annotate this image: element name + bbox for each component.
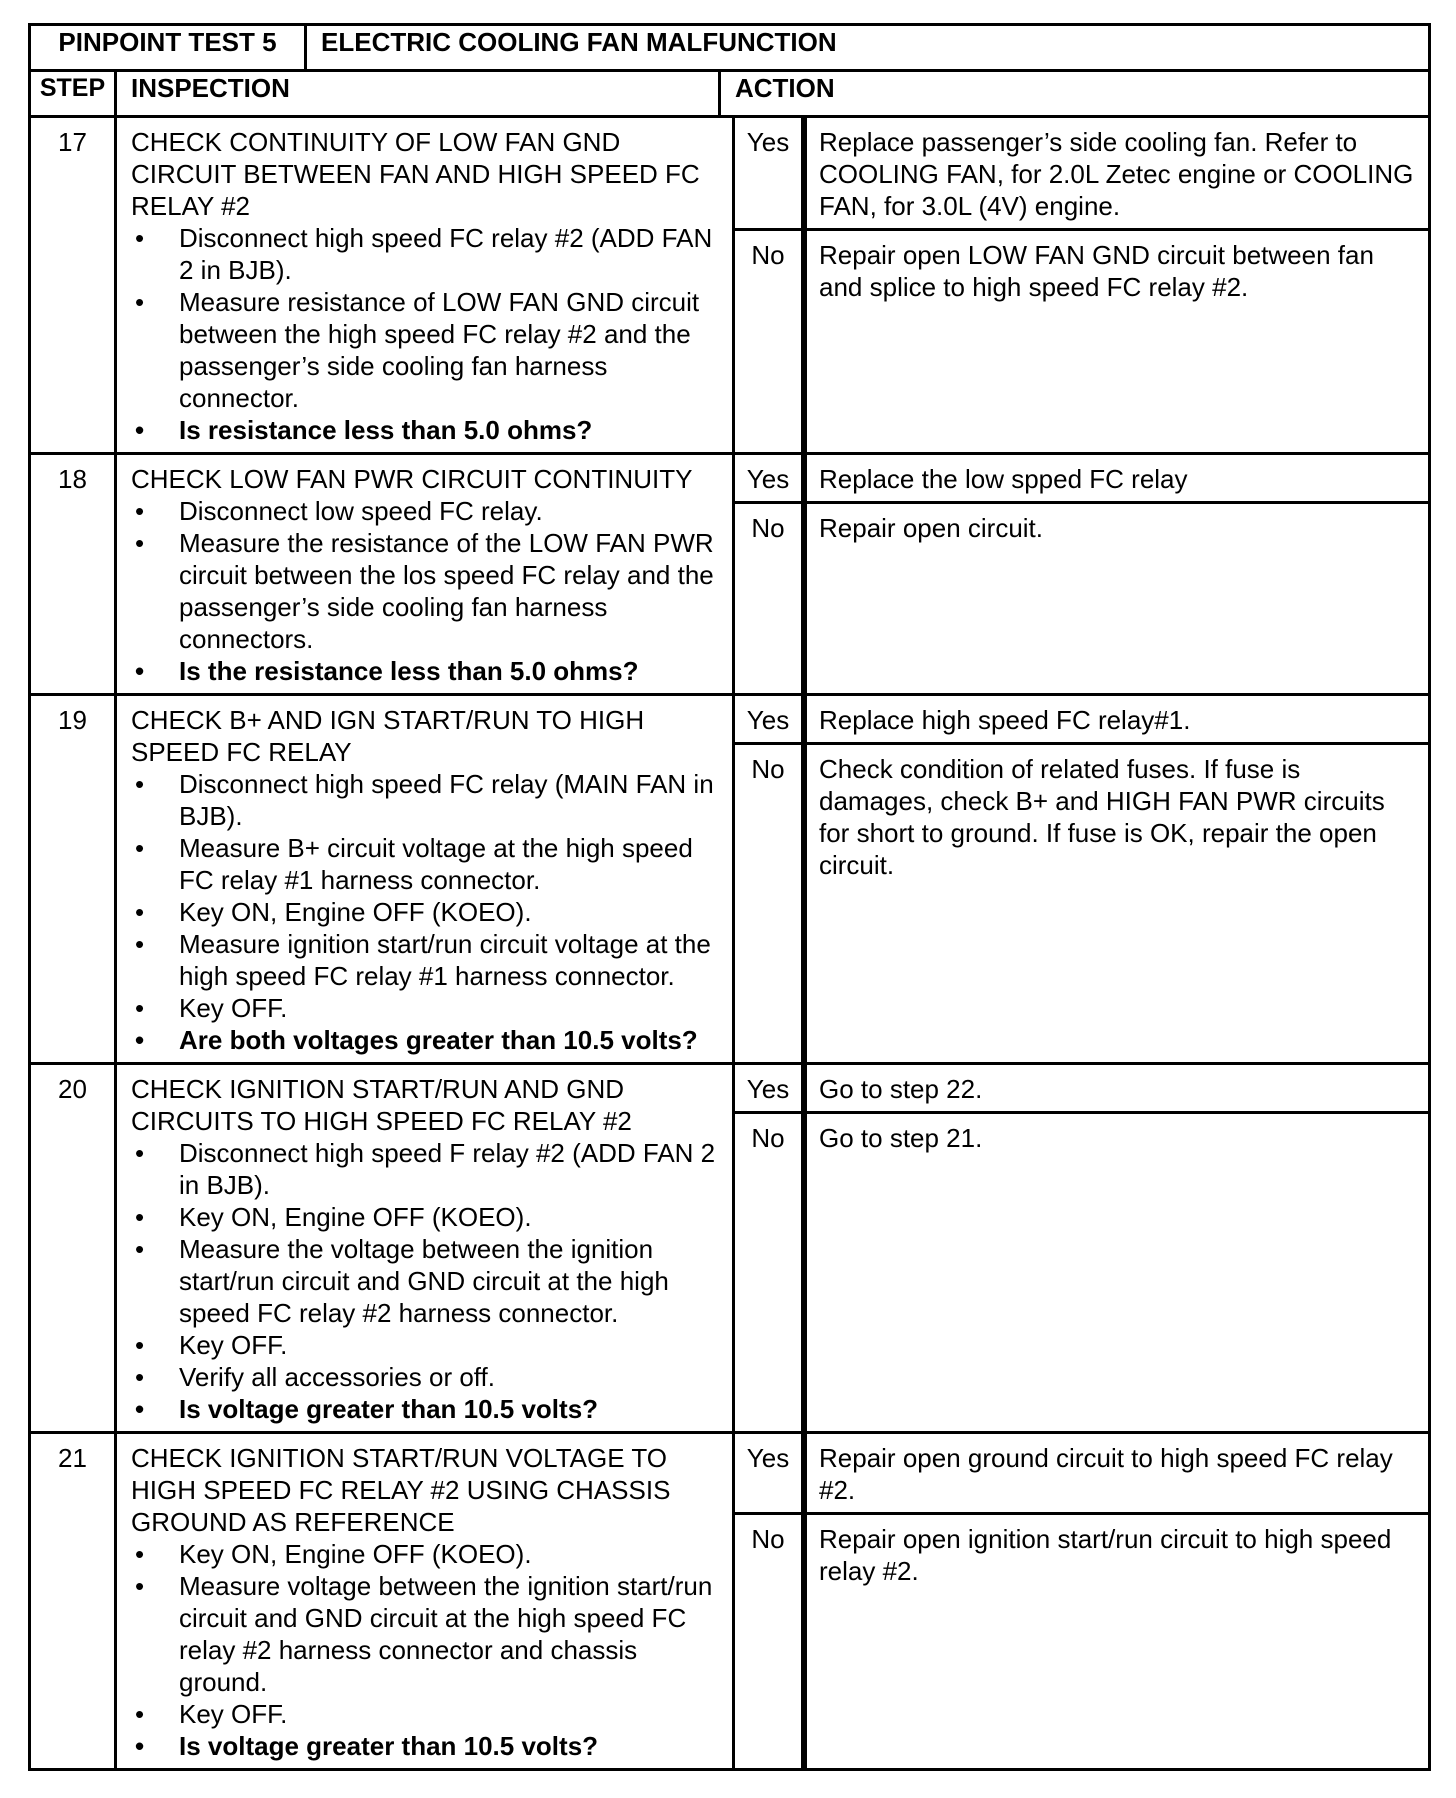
- step-answers: [734, 695, 1430, 1064]
- yes-action: Replace passenger’s side cooling fan. Refer to COOLING FAN, for 2.0L Zetec engine or COOLING FAN, for 3.0L (4V) engine.: [819, 127, 1414, 221]
- step-bullet-list: [131, 768, 720, 1056]
- yes-label: Yes: [735, 455, 807, 501]
- step-answers: [734, 117, 1430, 454]
- step-title: CHECK CONTINUITY OF LOW FAN GND CIRCUIT BETWEEN FAN AND HIGH SPEED FC RELAY #2: [131, 127, 700, 221]
- step-row: [30, 1064, 1430, 1433]
- no-action: Repair open circuit.: [819, 513, 1043, 543]
- step-bullet-text: Key OFF.: [179, 993, 288, 1023]
- yes-label: Yes: [735, 1065, 807, 1111]
- bullet-icon: •: [135, 993, 145, 1023]
- bullet-icon: •: [135, 1138, 145, 1168]
- step-bullet-text: Disconnect high speed FC relay (MAIN FAN in BJB).: [179, 769, 714, 831]
- step-bullet-list: [131, 1538, 720, 1762]
- bullet-icon: •: [135, 528, 145, 558]
- step-number: 17: [30, 117, 116, 454]
- step-bullet: [131, 1698, 720, 1730]
- step-bullet: [131, 286, 720, 414]
- step-bullet: [131, 832, 720, 896]
- yes-label: Yes: [735, 1434, 807, 1512]
- column-inspection: INSPECTION: [116, 71, 720, 117]
- no-action: Repair open LOW FAN GND circuit between fan and splice to high speed FC relay #2.: [819, 240, 1374, 302]
- step-bullet-text: Measure B+ circuit voltage at the high speed FC relay #1 harness connector.: [179, 833, 693, 895]
- step-inspection: [116, 454, 734, 695]
- bullet-icon: •: [135, 897, 145, 927]
- no-label: No: [735, 1515, 807, 1768]
- bullet-icon: •: [135, 929, 145, 959]
- step-question-text: Is voltage greater than 10.5 volts?: [179, 1731, 599, 1761]
- bullet-icon: •: [135, 1234, 145, 1264]
- step-inspection: [116, 695, 734, 1064]
- step-question-text: Is the resistance less than 5.0 ohms?: [179, 656, 639, 686]
- bullet-icon: •: [135, 1330, 145, 1360]
- pinpoint-test-sheet: [28, 23, 1428, 1771]
- yes-answer-row: [735, 696, 1428, 742]
- step-bullet: [131, 768, 720, 832]
- step-bullet: [131, 992, 720, 1024]
- step-bullet: [131, 928, 720, 992]
- step-question-text: Are both voltages greater than 10.5 volts?: [179, 1025, 698, 1055]
- no-answer-row: [735, 228, 1428, 452]
- steps-table: [28, 115, 1431, 1771]
- no-action: Repair open ignition start/run circuit to high speed relay #2.: [819, 1524, 1392, 1586]
- step-row: [30, 695, 1430, 1064]
- bullet-icon: •: [135, 769, 145, 799]
- bullet-icon: •: [135, 1394, 145, 1424]
- bullet-icon: •: [135, 1571, 145, 1601]
- yes-action: Repair open ground circuit to high speed FC relay #2.: [819, 1443, 1393, 1505]
- step-bullet-text: Measure the resistance of the LOW FAN PWR circuit between the los speed FC relay and the passenger’s side cooling fan harness connectors.: [179, 528, 714, 654]
- step-question: [131, 1730, 720, 1762]
- step-title: CHECK B+ AND IGN START/RUN TO HIGH SPEED FC RELAY: [131, 705, 645, 767]
- bullet-icon: •: [135, 1025, 145, 1055]
- step-bullet-text: Key OFF.: [179, 1330, 288, 1360]
- step-bullet-text: Measure the voltage between the ignition start/run circuit and GND circuit at the high speed FC relay #2 harness connector.: [179, 1234, 669, 1328]
- pinpoint-test-table: [28, 23, 1431, 118]
- step-question-text: Is voltage greater than 10.5 volts?: [179, 1394, 599, 1424]
- step-title: CHECK LOW FAN PWR CIRCUIT CONTINUITY: [131, 464, 693, 494]
- step-answers: [734, 1064, 1430, 1433]
- step-bullet-text: Disconnect high speed FC relay #2 (ADD FAN 2 in BJB).: [179, 223, 713, 285]
- step-number: 18: [30, 454, 116, 695]
- step-bullet: [131, 1137, 720, 1201]
- no-answer-row: [735, 1111, 1428, 1431]
- yes-label: Yes: [735, 118, 807, 228]
- step-bullet: [131, 495, 720, 527]
- step-bullet-text: Measure resistance of LOW FAN GND circuit between the high speed FC relay #2 and the passenger’s side cooling fan harness connector.: [179, 287, 700, 413]
- step-question: [131, 1024, 720, 1056]
- step-answers: [734, 1433, 1430, 1770]
- no-action: Go to step 21.: [819, 1123, 983, 1153]
- step-bullet: [131, 896, 720, 928]
- bullet-icon: •: [135, 496, 145, 526]
- bullet-icon: •: [135, 1202, 145, 1232]
- yes-answer-row: [735, 1065, 1428, 1111]
- step-row: [30, 117, 1430, 454]
- no-label: No: [735, 231, 807, 452]
- bullet-icon: •: [135, 833, 145, 863]
- step-bullet-text: Disconnect low speed FC relay.: [179, 496, 543, 526]
- step-bullet-text: Verify all accessories or off.: [179, 1362, 495, 1392]
- column-header-row: [30, 71, 1430, 117]
- step-inspection: [116, 1064, 734, 1433]
- step-answers: [734, 454, 1430, 695]
- step-question-text: Is resistance less than 5.0 ohms?: [179, 415, 593, 445]
- yes-action: Replace the low spped FC relay: [819, 464, 1188, 494]
- bullet-icon: •: [135, 656, 145, 686]
- no-label: No: [735, 504, 807, 693]
- step-title: CHECK IGNITION START/RUN AND GND CIRCUITS TO HIGH SPEED FC RELAY #2: [131, 1074, 632, 1136]
- step-inspection: [116, 117, 734, 454]
- step-row: [30, 454, 1430, 695]
- no-label: No: [735, 1114, 807, 1431]
- step-inspection: [116, 1433, 734, 1770]
- yes-action: Go to step 22.: [819, 1074, 983, 1104]
- step-bullet: [131, 1570, 720, 1698]
- step-bullet-text: Measure ignition start/run circuit voltage at the high speed FC relay #1 harness connector.: [179, 929, 711, 991]
- test-description: ELECTRIC COOLING FAN MALFUNCTION: [306, 25, 1430, 71]
- bullet-icon: •: [135, 223, 145, 253]
- no-answer-row: [735, 742, 1428, 1062]
- step-row: [30, 1433, 1430, 1770]
- test-name: PINPOINT TEST 5: [30, 25, 306, 71]
- step-question: [131, 414, 720, 446]
- step-bullet: [131, 1201, 720, 1233]
- yes-answer-row: [735, 455, 1428, 501]
- step-number: 19: [30, 695, 116, 1064]
- step-bullet-list: [131, 495, 720, 687]
- step-bullet: [131, 222, 720, 286]
- step-question: [131, 655, 720, 687]
- column-action: ACTION: [720, 71, 1430, 117]
- step-bullet: [131, 527, 720, 655]
- no-label: No: [735, 745, 807, 1062]
- step-bullet-text: Measure voltage between the ignition start/run circuit and GND circuit at the high speed FC relay #2 harness connector and chassis ground.: [179, 1571, 713, 1697]
- step-bullet: [131, 1329, 720, 1361]
- yes-answer-row: [735, 118, 1428, 228]
- step-question: [131, 1393, 720, 1425]
- test-header-row: [30, 25, 1430, 71]
- step-bullet-text: Key ON, Engine OFF (KOEO).: [179, 1539, 532, 1569]
- bullet-icon: •: [135, 415, 145, 445]
- yes-answer-row: [735, 1434, 1428, 1512]
- step-bullet-list: [131, 222, 720, 446]
- no-answer-row: [735, 1512, 1428, 1768]
- bullet-icon: •: [135, 1539, 145, 1569]
- step-bullet-text: Key OFF.: [179, 1699, 288, 1729]
- no-answer-row: [735, 501, 1428, 693]
- step-bullet: [131, 1361, 720, 1393]
- step-bullet: [131, 1538, 720, 1570]
- bullet-icon: •: [135, 1362, 145, 1392]
- step-bullet-text: Key ON, Engine OFF (KOEO).: [179, 897, 532, 927]
- yes-label: Yes: [735, 696, 807, 742]
- step-number: 21: [30, 1433, 116, 1770]
- column-step: STEP: [30, 71, 116, 117]
- bullet-icon: •: [135, 1699, 145, 1729]
- step-bullet-text: Disconnect high speed F relay #2 (ADD FAN 2 in BJB).: [179, 1138, 716, 1200]
- step-bullet: [131, 1233, 720, 1329]
- bullet-icon: •: [135, 287, 145, 317]
- bullet-icon: •: [135, 1731, 145, 1761]
- step-title: CHECK IGNITION START/RUN VOLTAGE TO HIGH SPEED FC RELAY #2 USING CHASSIS GROUND AS REFERENCE: [131, 1443, 671, 1537]
- no-action: Check condition of related fuses. If fuse is damages, check B+ and HIGH FAN PWR circuits for short to ground. If fuse is OK, repair the open circuit.: [819, 754, 1385, 880]
- step-bullet-text: Key ON, Engine OFF (KOEO).: [179, 1202, 532, 1232]
- step-number: 20: [30, 1064, 116, 1433]
- yes-action: Replace high speed FC relay#1.: [819, 705, 1191, 735]
- step-bullet-list: [131, 1137, 720, 1425]
